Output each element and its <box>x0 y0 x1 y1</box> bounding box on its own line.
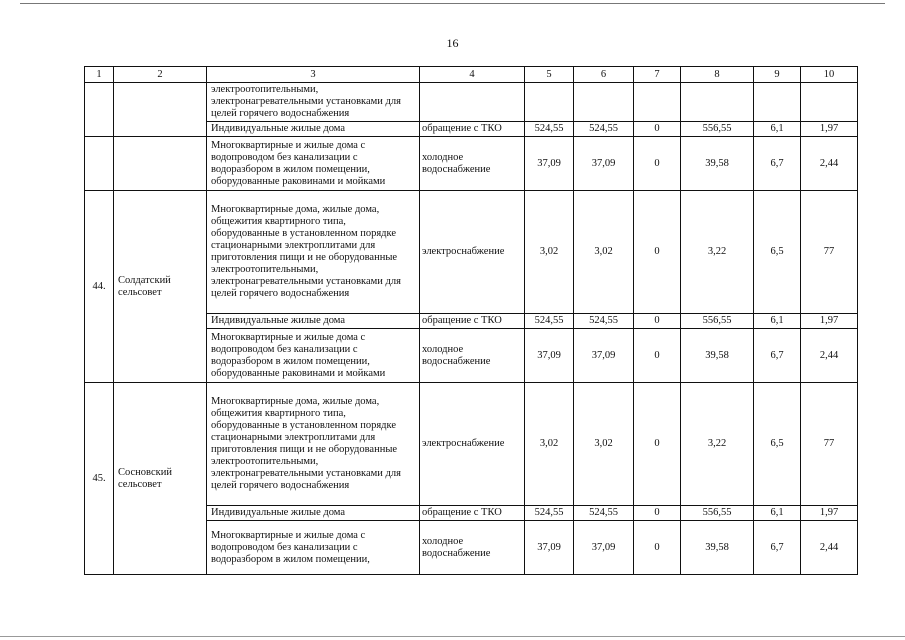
col-header: 4 <box>420 67 525 83</box>
value-cell: 556,55 <box>681 122 754 137</box>
table-row <box>85 137 858 191</box>
empty-cell <box>114 137 207 191</box>
value-cell: 6,5 <box>754 191 801 314</box>
value-cell: 524,55 <box>525 314 574 329</box>
value-cell: 39,58 <box>681 521 754 575</box>
value-cell: 77 <box>801 191 858 314</box>
empty-cell <box>634 83 681 122</box>
value-cell: 39,58 <box>681 329 754 383</box>
empty-cell <box>754 83 801 122</box>
col-header: 3 <box>207 67 420 83</box>
value-cell: 0 <box>634 521 681 575</box>
value-cell: 6,7 <box>754 329 801 383</box>
value-cell: 39,58 <box>681 137 754 191</box>
value-cell: 77 <box>801 383 858 506</box>
value-cell: 2,44 <box>801 329 858 383</box>
empty-cell <box>420 83 525 122</box>
value-cell: 524,55 <box>574 122 634 137</box>
value-cell: 6,7 <box>754 521 801 575</box>
value-cell: 6,7 <box>754 137 801 191</box>
value-cell: 6,1 <box>754 122 801 137</box>
col-header: 9 <box>754 67 801 83</box>
value-cell: 3,22 <box>681 191 754 314</box>
value-cell: 0 <box>634 122 681 137</box>
value-cell: 2,44 <box>801 521 858 575</box>
col-header: 8 <box>681 67 754 83</box>
top-rule <box>20 3 885 4</box>
value-cell: 2,44 <box>801 137 858 191</box>
value-cell: 1,97 <box>801 506 858 521</box>
value-cell: 3,02 <box>525 383 574 506</box>
value-cell: 1,97 <box>801 122 858 137</box>
service-type: электроснабжение <box>420 191 525 314</box>
settlement-name: Солдатский сельсовет <box>114 191 207 383</box>
service-type: холодное водоснабжение <box>420 137 525 191</box>
value-cell: 524,55 <box>574 506 634 521</box>
value-cell: 1,97 <box>801 314 858 329</box>
empty-cell <box>681 83 754 122</box>
value-cell: 37,09 <box>574 137 634 191</box>
service-type: электроснабжение <box>420 383 525 506</box>
col-header: 2 <box>114 67 207 83</box>
group-number: 44. <box>85 191 114 383</box>
value-cell: 37,09 <box>574 329 634 383</box>
value-cell: 6,1 <box>754 506 801 521</box>
value-cell: 3,22 <box>681 383 754 506</box>
value-cell: 556,55 <box>681 314 754 329</box>
value-cell: 524,55 <box>525 122 574 137</box>
service-type: обращение с ТКО <box>420 122 525 137</box>
table-row <box>85 191 858 314</box>
consumer-description: Индивидуальные жилые дома <box>207 506 420 521</box>
consumer-description: Многоквартирные дома, жилые дома, общежития квартирного типа, оборудованные в установленном порядке стационарными электроплитами для приготовления пищи и не оборудованные электроотопительными, электронагревательными установками для целей горячего водоснабжения <box>207 383 420 506</box>
consumer-description: Многоквартирные дома, жилые дома, общежития квартирного типа, оборудованные в установленном порядке стационарными электроплитами для приготовления пищи и не оборудованные электроотопительными, электронагревательными установками для целей горячего водоснабжения <box>207 191 420 314</box>
settlement-name: Сосновский сельсовет <box>114 383 207 575</box>
table-row <box>85 83 858 122</box>
service-type: холодное водоснабжение <box>420 521 525 575</box>
col-header: 1 <box>85 67 114 83</box>
value-cell: 3,02 <box>525 191 574 314</box>
col-header: 7 <box>634 67 681 83</box>
empty-cell <box>85 137 114 191</box>
page-number: 16 <box>446 36 459 50</box>
service-type: холодное водоснабжение <box>420 329 525 383</box>
value-cell: 0 <box>634 329 681 383</box>
value-cell: 6,1 <box>754 314 801 329</box>
service-type: обращение с ТКО <box>420 314 525 329</box>
value-cell: 3,02 <box>574 191 634 314</box>
table-row <box>85 383 858 506</box>
group-number: 45. <box>85 383 114 575</box>
value-cell: 3,02 <box>574 383 634 506</box>
col-header: 5 <box>525 67 574 83</box>
value-cell: 556,55 <box>681 506 754 521</box>
col-header: 6 <box>574 67 634 83</box>
bottom-rule <box>0 636 905 637</box>
consumer-description: Многоквартирные и жилые дома с водопроводом без канализации с водоразбором в жилом помещении, оборудованные раковинами и мойками <box>207 329 420 383</box>
empty-cell <box>525 83 574 122</box>
value-cell: 0 <box>634 314 681 329</box>
value-cell: 37,09 <box>525 137 574 191</box>
consumer-description: Индивидуальные жилые дома <box>207 314 420 329</box>
header-row <box>85 67 858 83</box>
value-cell: 6,5 <box>754 383 801 506</box>
value-cell: 524,55 <box>574 314 634 329</box>
empty-cell <box>114 83 207 137</box>
value-cell: 0 <box>634 191 681 314</box>
consumer-description: Многоквартирные и жилые дома с водопроводом без канализации с водоразбором в жилом помещении, оборудованные раковинами и мойками <box>207 137 420 191</box>
value-cell: 0 <box>634 137 681 191</box>
col-header: 10 <box>801 67 858 83</box>
consumer-description: Индивидуальные жилые дома <box>207 122 420 137</box>
value-cell: 37,09 <box>525 521 574 575</box>
value-cell: 37,09 <box>574 521 634 575</box>
value-cell: 37,09 <box>525 329 574 383</box>
value-cell: 0 <box>634 506 681 521</box>
tariff-table <box>84 66 858 575</box>
empty-cell <box>85 83 114 137</box>
consumer-description: Многоквартирные и жилые дома с водопроводом без канализации с водоразбором в жилом помещении, <box>207 521 420 575</box>
value-cell: 524,55 <box>525 506 574 521</box>
value-cell: 0 <box>634 383 681 506</box>
consumer-description: электроотопительными, электронагревательными установками для целей горячего водоснабжения <box>207 83 420 122</box>
empty-cell <box>574 83 634 122</box>
empty-cell <box>801 83 858 122</box>
service-type: обращение с ТКО <box>420 506 525 521</box>
